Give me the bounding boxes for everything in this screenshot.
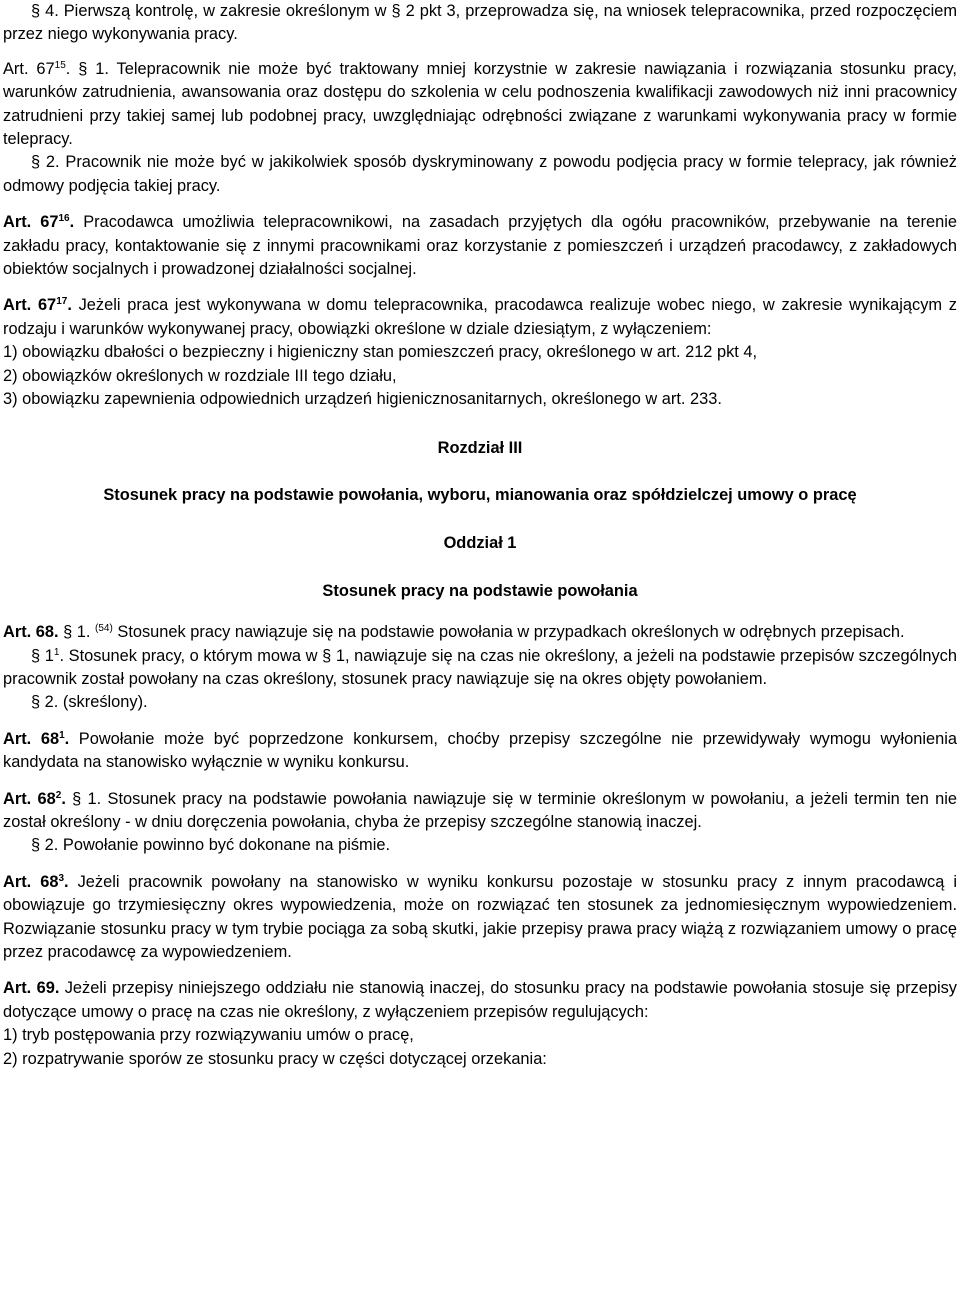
article-69	[3, 977, 957, 1024]
article-text: Jeżeli praca jest wykonywana w domu telepracownika, pracodawca realizuje wobec niego, w zakresie wynikającym z rodzaju i warunków wykonywanej pracy, obowiązki określone w dziale dziesiątym, z wyłączeniem:	[3, 296, 957, 338]
list-item: 2) rozpatrywanie sporów ze stosunku pracy w części dotyczącej orzekania:	[3, 1049, 547, 1068]
section-title: Stosunek pracy na podstawie powołania	[322, 581, 638, 600]
article-68-par2: § 2. (skreślony).	[31, 693, 148, 712]
paragraph-text: § 4. Pierwszą kontrolę, w zakresie określonym w § 2 pkt 3, przeprowadza się, na wniosek telepracownika, przed rozpoczęciem przez niego wykonywania pracy.	[3, 2, 957, 44]
article-67-15-par2	[3, 151, 957, 198]
article-68-2	[3, 788, 957, 835]
article-label: Art. $67^{16}$.	[3, 213, 75, 232]
article-67-15	[3, 58, 957, 152]
article-68-1	[3, 728, 957, 775]
footnote-ref: (54)	[95, 623, 113, 635]
article-text: Jeżeli przepisy niniejszego oddziału nie stanowią inaczej, do stosunku pracy na podstawie powołania stosuje się przepisy dotyczące umowy o pracę na czas nie określony, z wyłączeniem przepisów regulujących:	[3, 979, 957, 1021]
article-67-16	[3, 211, 957, 281]
article-text: Stosunek pracy nawiązuje się na podstawie powołania w przypadkach określonych w odrębnych przepisach.	[112, 623, 905, 642]
article-label: Art. $68^2$.	[3, 789, 66, 808]
article-67-17	[3, 294, 957, 341]
article-68: Art. 68. § 1. $^{(54)}$ Stosunek pracy nawiązuje się na podstawie powołania w przypadkach określonych w odrębnych przepisach.	[3, 623, 905, 642]
chapter-heading: Rozdział III	[437, 438, 523, 457]
paragraph-text: § 2. Pracownik nie może być w jakikolwiek sposób dyskryminowany z powodu podjęcia pracy w formie telepracy, jak również odmowy podjęcia takiej pracy.	[3, 153, 957, 195]
article-label: Art. 67	[3, 59, 55, 78]
article-68-2-par2: § 2. Powołanie powinno być dokonane na piśmie.	[31, 836, 391, 855]
paragraph-par4	[3, 0, 957, 47]
list-item: 3) obowiązku zapewnienia odpowiednich urządzeń higienicznosanitarnych, określonego w art. 233.	[3, 390, 722, 409]
article-text: . § 1. Telepracownik nie może być traktowany mniej korzystnie w zakresie nawiązania i rozwiązania stosunku pracy, warunków zatrudnienia, awansowania oraz dostępu do szkolenia w celu podnoszenia kwalifikacji zawodowych niż inni pracownicy zatrudnieni przy takiej samej lub podobnej pracy, uwzględniając odrębności związane z warunkami wykonywania pracy w formie telepracy.	[3, 59, 957, 149]
article-text: Powołanie może być poprzedzone konkursem, choćby przepisy szczególne nie przewidywały wymogu wyłonienia kandydata na stanowisko wyłącznie w wyniku konkursu.	[3, 729, 957, 772]
article-superscript: 15	[54, 59, 66, 71]
article-label: Art. $68^3$.	[3, 872, 69, 891]
article-label: Art. 68.	[3, 623, 59, 642]
section-heading: Oddział 1	[443, 534, 517, 553]
article-label: Art. $67^{17}$.	[3, 296, 72, 315]
article-text: § 1. Stosunek pracy na podstawie powołania nawiązuje się w terminie określonym w powołaniu, a jeżeli termin ten nie został określony - w dniu doręczenia powołania, chyba że przepisy szczególne stanowią inaczej.	[3, 789, 957, 831]
article-label: Art. $68^1$.	[3, 729, 70, 748]
list-item: 2) obowiązków określonych w rozdziale III tego działu,	[3, 366, 397, 385]
article-text: Jeżeli pracownik powołany na stanowisko w wyniku konkursu pozostaje w stosunku pracy z innym pracodawcą i obowiązuje go trzymiesięczny okres wypowiedzenia, może on rozwiązać ten stosunek za jednomiesięcznym wypowiedzeniem. Rozwiązanie stosunku pracy w tym trybie pociąga za sobą skutki, jakie przepisy prawa pracy wiążą z rozwiązaniem umowy o pracę przez pracodawcę za wypowiedzeniem.	[3, 872, 958, 961]
list-item: 1) obowiązku dbałości o bezpieczny i higieniczny stan pomieszczeń pracy, określonego w art. 212 pkt 4,	[3, 343, 758, 362]
article-text: Pracodawca umożliwia telepracownikowi, na zasadach przyjętych dla ogółu pracowników, przebywanie na terenie zakładu pracy, kontaktowanie się z innymi pracownikami oraz korzystanie z pomieszczeń i urządzeń pracodawcy, z zakładowych obiektów socjalnych i prowadzonej działalności socjalnej.	[3, 213, 957, 279]
list-item: 1) tryb postępowania przy rozwiązywaniu umów o pracę,	[3, 1026, 414, 1045]
chapter-title: Stosunek pracy na podstawie powołania, wyboru, mianowania oraz spółdzielczej umowy o pracę	[103, 485, 857, 504]
article-68-par1a: § $1^1$. Stosunek pracy, o którym mowa w § 1, nawiązuje się na czas nie określony, a jeżeli na podstawie przepisów szczególnych pracownik został powołany na czas określony, stosunek pracy nawiązuje się na okres objęty powołaniem.	[3, 646, 957, 688]
article-69-list	[3, 1024, 957, 1071]
article-67-17-list	[3, 341, 957, 411]
article-label: Art. 69.	[3, 979, 60, 998]
article-68-3	[3, 871, 957, 965]
